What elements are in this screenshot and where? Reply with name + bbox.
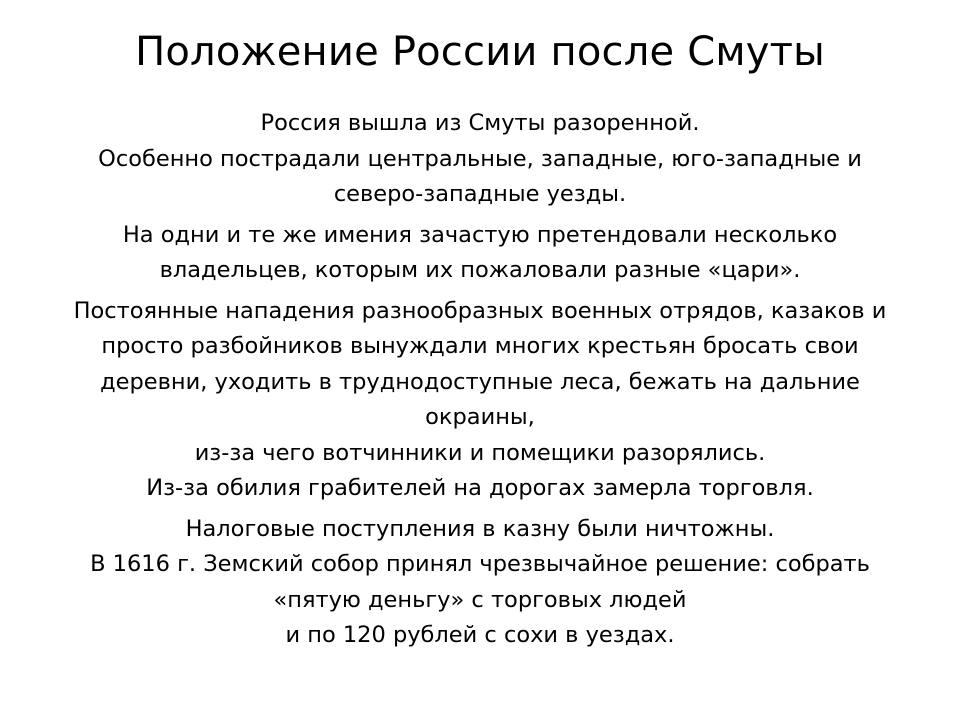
text-line: окраины, [425,404,535,430]
text-line: В 1616 г. Земский собор принял чрезвычайное решение: собрать [90,551,870,577]
text-line: Россия вышла из Смуты разоренной. [260,110,700,136]
text-line: владельцев, которым их пожаловали разные «цари». [159,257,801,283]
text-line: Из-за обилия грабителей на дорогах замерла торговля. [146,475,814,501]
text-line: из-за чего вотчинники и помещики разорялись. [194,439,766,466]
text-line: «пятую деньгу» с торговых людей [273,586,687,613]
text-line: Постоянные нападения разнообразных военных отрядов, казаков и [73,297,887,324]
text-line: На одни и те же имения зачастую претендовали несколько [122,221,838,248]
paragraph-raids [22,294,938,507]
text-line: Налоговые поступления в казну были ничтожны. [185,515,775,542]
text-line: Особенно пострадали центральные, западные, юго-западные и [98,145,862,172]
paragraph-taxes [22,512,938,654]
text-line: просто разбойников вынуждали многих крестьян бросать свои [101,333,859,359]
slide-body [22,106,938,659]
text-line: и по 120 рублей с сохи в уездах. [285,622,675,648]
paragraph-ruin [22,106,938,213]
paragraph-estates [22,218,938,289]
text-line: северо-западные уезды. [333,181,627,207]
slide-title: Положение России после Смуты [135,29,825,75]
text-line: деревни, уходить в труднодоступные леса, бежать на дальние [100,368,860,395]
